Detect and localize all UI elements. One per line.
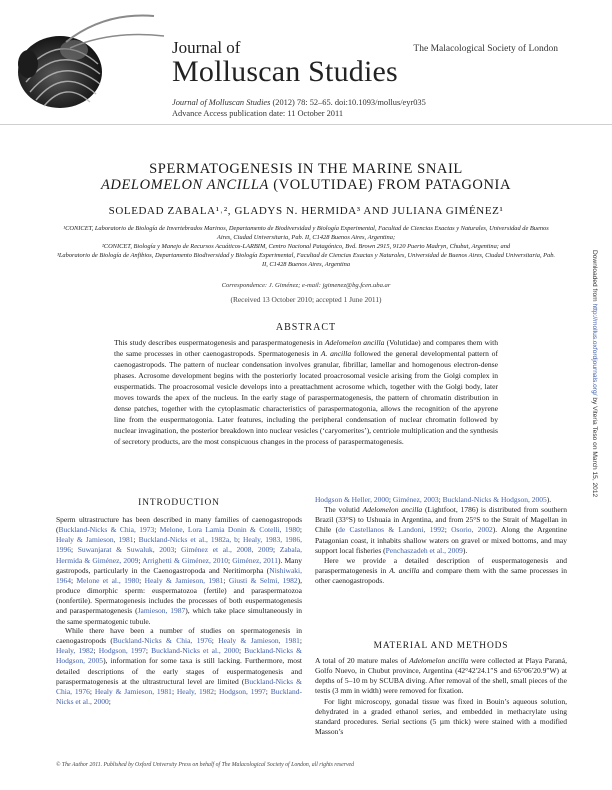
correspondence: Correspondence: J. Giménez; e-mail: jgimenez@bg.fcen.uba.ar: [221, 282, 391, 289]
reference-link[interactable]: Giusti & Selmi, 1982: [228, 575, 298, 585]
intro-continued: Hodgson & Heller, 2000; Giménez, 2003; Buckland-Nicks & Hodgson, 2005). The volutid Adelomelon ancilla (Lightfoot, 1786) is distributed from southern Brazil (33°S) to Ushuaia in Argentina, and from 25°S to the Strait of Magellan in Chile (de Castellanos & Landoni, 1992; Osorio, 2002). Along the Argentine Patagonian coast, it inhabits shallow waters on gravel or mixed bottoms, and may support local fisheries (Penchaszadeh et al., 2009). Here we provide a detailed description of euspermatogenesis and paraspermatogenesis in A. ancilla and compare them with the same processes in other caenogastropods.: [315, 495, 568, 586]
intro-paragraph-2: While there have been a number of studies on spermatogenesis in caenogastropods (Buckland-Nicks & Chia, 1976; Healy & Jamieson, 1981; Healy, 1982; Hodgson, 1997; Buckland-Nicks et al., 2000; Buckland-Nicks & Hodgson, 2005), information for some taxa is still lacking. Furthermore, most detailed descriptions of the early stages of euspermatogenesis and paraspermatogenesis at the ultrastructural level are limited (Buckland-Nicks & Chia, 1976; Healy & Jamieson, 1981; Healy, 1982; Hodgson, 1997; Buckland-Nicks et al., 2000;: [56, 626, 303, 707]
reference-link[interactable]: Hodgson, 1997: [218, 686, 266, 696]
header-divider: [0, 124, 612, 125]
reference-link[interactable]: Giménez et al., 2008, 2009: [181, 545, 274, 555]
reference-link[interactable]: Buckland-Nicks et al., 2000: [56, 686, 302, 707]
reference-link[interactable]: Melone et al., 1980: [76, 575, 140, 585]
affiliation-3: ³Laboratorio de Biología de Anfibios, Departamento Biodiversidad y Biología Experimental, Facultad de Ciencias Exactas y Naturales, Universidad de Buenos Aires, Ciudad Universitaria, Pab. II, C1428 Buenos Aires, Argentina: [56, 252, 556, 269]
reference-link[interactable]: Osorio, 2002: [451, 525, 493, 535]
reference-link[interactable]: Penchaszadeh et al., 2009: [385, 545, 463, 555]
reference-link[interactable]: Jamieson, 1987: [137, 606, 186, 616]
title-rest: (VOLUTIDAE) FROM PATAGONIA: [268, 177, 512, 193]
reference-link[interactable]: Melone, Lora Lamia Donin & Cotelli, 1980: [159, 525, 300, 535]
abstract-body: This study describes euspermatogenesis and paraspermatogenesis in Adelomelon ancilla (Volutidae) and compares them with the same processes in other caenogastropods. Spermatogenesis in A. ancilla followed the general developmental pattern of caenogastropods. The pattern of nuclear condensation involves granular, fibrillar, lamellar and homogenous electron-dense phases. Acrosome development begins with the posteriorly located proacrosomal vesicle arising from the Golgi complex in euspermatids. The proacrosomal vesicle develops into a preattachment acrosome which, together with the Golgi body, later moves towards the apex of the nucleus. In the early stage of paraspermatogenesis, the pattern of chromatin distribution in dense patches, together with the cytoplasmatic characteristics of paraspermatogonia, allows the recognition of the apyrene line from the euspermatogonia. Later features, including the peripheral condensation of nuclear chromatin followed by nuclear invagination, the posterior breakdown into nuclear vesicles (‘caryomerites’), centriole multiplication and the synthesis of secretory products, are the most conspicuous changes in the process of paraspermatogenesis.: [114, 338, 499, 447]
reference-link[interactable]: Healy & Jamieson, 1981: [144, 575, 224, 585]
journal-logo-shell: [4, 2, 172, 114]
affiliation-2: ²CONICET, Biología y Manejo de Recursos Acuáticos-LARBIM, Centro Nacional Patagónico, Bvd. Brown 2915, 9120 Puerto Madryn, Chubut, Argentina; and: [101, 243, 511, 250]
reference-link[interactable]: Healy, 1982: [56, 646, 94, 656]
citation-block: [172, 97, 426, 119]
reference-link[interactable]: Hodgson & Heller, 2000: [315, 495, 389, 504]
authors: SOLEDAD ZABALA¹˒², GLADYS N. HERMIDA³ AND JULIANA GIMÉNEZ¹: [108, 205, 504, 217]
advance-access: Advance Access publication date: 11 October 2011: [172, 109, 344, 118]
title-species: ADELOMELON ANCILLA: [100, 177, 269, 193]
citation-journal: Journal of Molluscan Studies: [172, 98, 271, 107]
journal-name-line2: Molluscan Studies: [172, 55, 398, 88]
reference-link[interactable]: Giménez, 2011: [232, 555, 278, 565]
article-title-line2: [40, 177, 572, 194]
journal-name-line1: Journal of: [172, 38, 241, 57]
reference-link[interactable]: Buckland-Nicks et al., 2000: [151, 646, 239, 656]
society-name: The Malacological Society of London: [413, 44, 558, 54]
reference-link[interactable]: Buckland-Nicks & Hodgson, 2005: [56, 646, 302, 666]
download-sidebar: Downloaded from http://mollus.oxfordjournals.org/ by Viteria Teso on March 15, 2012: [591, 250, 598, 498]
reference-link[interactable]: Buckland-Nicks & Chia, 1976: [112, 636, 212, 646]
reference-link[interactable]: Healy & Jamieson, 1981: [56, 535, 134, 545]
reference-link[interactable]: Healy & Jamieson, 1981: [218, 636, 300, 646]
reference-link[interactable]: Suwanjarat & Suwaluk, 2003: [77, 545, 175, 555]
reference-link[interactable]: Nishiwaki, 1964: [56, 565, 302, 585]
reference-link[interactable]: Buckland-Nicks & Hodgson, 2005: [442, 495, 547, 504]
methods-heading: MATERIAL AND METHODS: [373, 641, 509, 651]
citation-details: (2012) 78: 52–65. doi:10.1093/mollus/eyr035: [270, 98, 426, 107]
affiliation-1: ¹CONICET, Laboratorio de Biología de Invertebrados Marinos, Departamento de Biodiversidad y Biología Experimental, Facultad de Ciencias Exactas y Naturales, Universidad de Buenos Aires, Ciudad Universitaria, Pab. II, C1428 Buenos Aires, Argentina;: [63, 225, 549, 242]
copyright-footer: © The Author 2011. Published by Oxford University Press on behalf of The Malacological Society of London, all rights reserved: [56, 762, 355, 768]
received-dates: (Received 13 October 2010; accepted 1 June 2011): [230, 295, 382, 304]
reference-link[interactable]: Zabala, Hermida & Giménez, 2009: [56, 545, 303, 565]
reference-link[interactable]: Buckland-Nicks et al., 1982a, b: [138, 535, 238, 545]
reference-link[interactable]: de Castellanos & Landoni, 1992: [338, 525, 445, 535]
introduction-heading: INTRODUCTION: [138, 498, 220, 508]
reference-link[interactable]: Buckland-Nicks & Chia, 1973: [58, 525, 155, 535]
reference-link[interactable]: Buckland-Nicks & Chia, 1976: [56, 676, 303, 696]
reference-link[interactable]: Hodgson, 1997: [98, 646, 146, 656]
abstract-heading: ABSTRACT: [275, 322, 337, 333]
download-link[interactable]: http://mollus.oxfordjournals.org/: [591, 303, 598, 396]
article-title-line1: SPERMATOGENESIS IN THE MARINE SNAIL: [149, 161, 463, 177]
reference-link[interactable]: Giménez, 2003: [392, 495, 439, 504]
intro-paragraph-1: Sperm ultrastructure has been described in many families of caenogastropods (Buckland-Nicks & Chia, 1973; Melone, Lora Lamia Donin & Cotelli, 1980; Healy & Jamieson, 1981; Buckland-Nicks et al., 1982a, b; Healy, 1983, 1986, 1996; Suwanjarat & Suwaluk, 2003; Giménez et al., 2008, 2009; Zabala, Hermida & Giménez, 2009; Arrighetti & Giménez, 2010; Giménez, 2011). Many gastropods, particularly in the Caenogastropoda and Neritimorpha (Nishiwaki, 1964; Melone et al., 1980; Healy & Jamieson, 1981; Giusti & Selmi, 1982), produce dimorphic sperm: euspermatozoa (fertile) and paraspermatozoa (nonfertile). Spermatogenesis includes the processes of both euspermatogenesis and paraspermatogenesis (Jamieson, 1987), which take place simultaneously in the same spermatogenic tubule.: [56, 515, 303, 626]
reference-link[interactable]: Healy & Jamieson, 1981: [94, 686, 172, 696]
reference-link[interactable]: Healy, 1983, 1986, 1996: [56, 535, 303, 555]
reference-link[interactable]: Healy, 1982: [176, 686, 215, 696]
methods-body: A total of 20 mature males of Adelomelon ancilla were collected at Playa Paraná, Golfo Nuevo, in Chubut province, Argentina (42°42′24.1″S and 65°06′20.9″W) at depths of 5–10 m by SCUBA diving. After removal of the shell, small pieces of the testis (3 mm in width) were removed for fixation. For light microscopy, gonadal tissue was fixed in Bouin’s aqueous solution, dehydrated in a graded ethanol series, and embedded in methacrylate using standard procedures. Serial sections (5 µm thick) were stained with a modified Masson’s: [315, 656, 567, 737]
reference-link[interactable]: Arrighetti & Giménez, 2010: [142, 555, 228, 565]
